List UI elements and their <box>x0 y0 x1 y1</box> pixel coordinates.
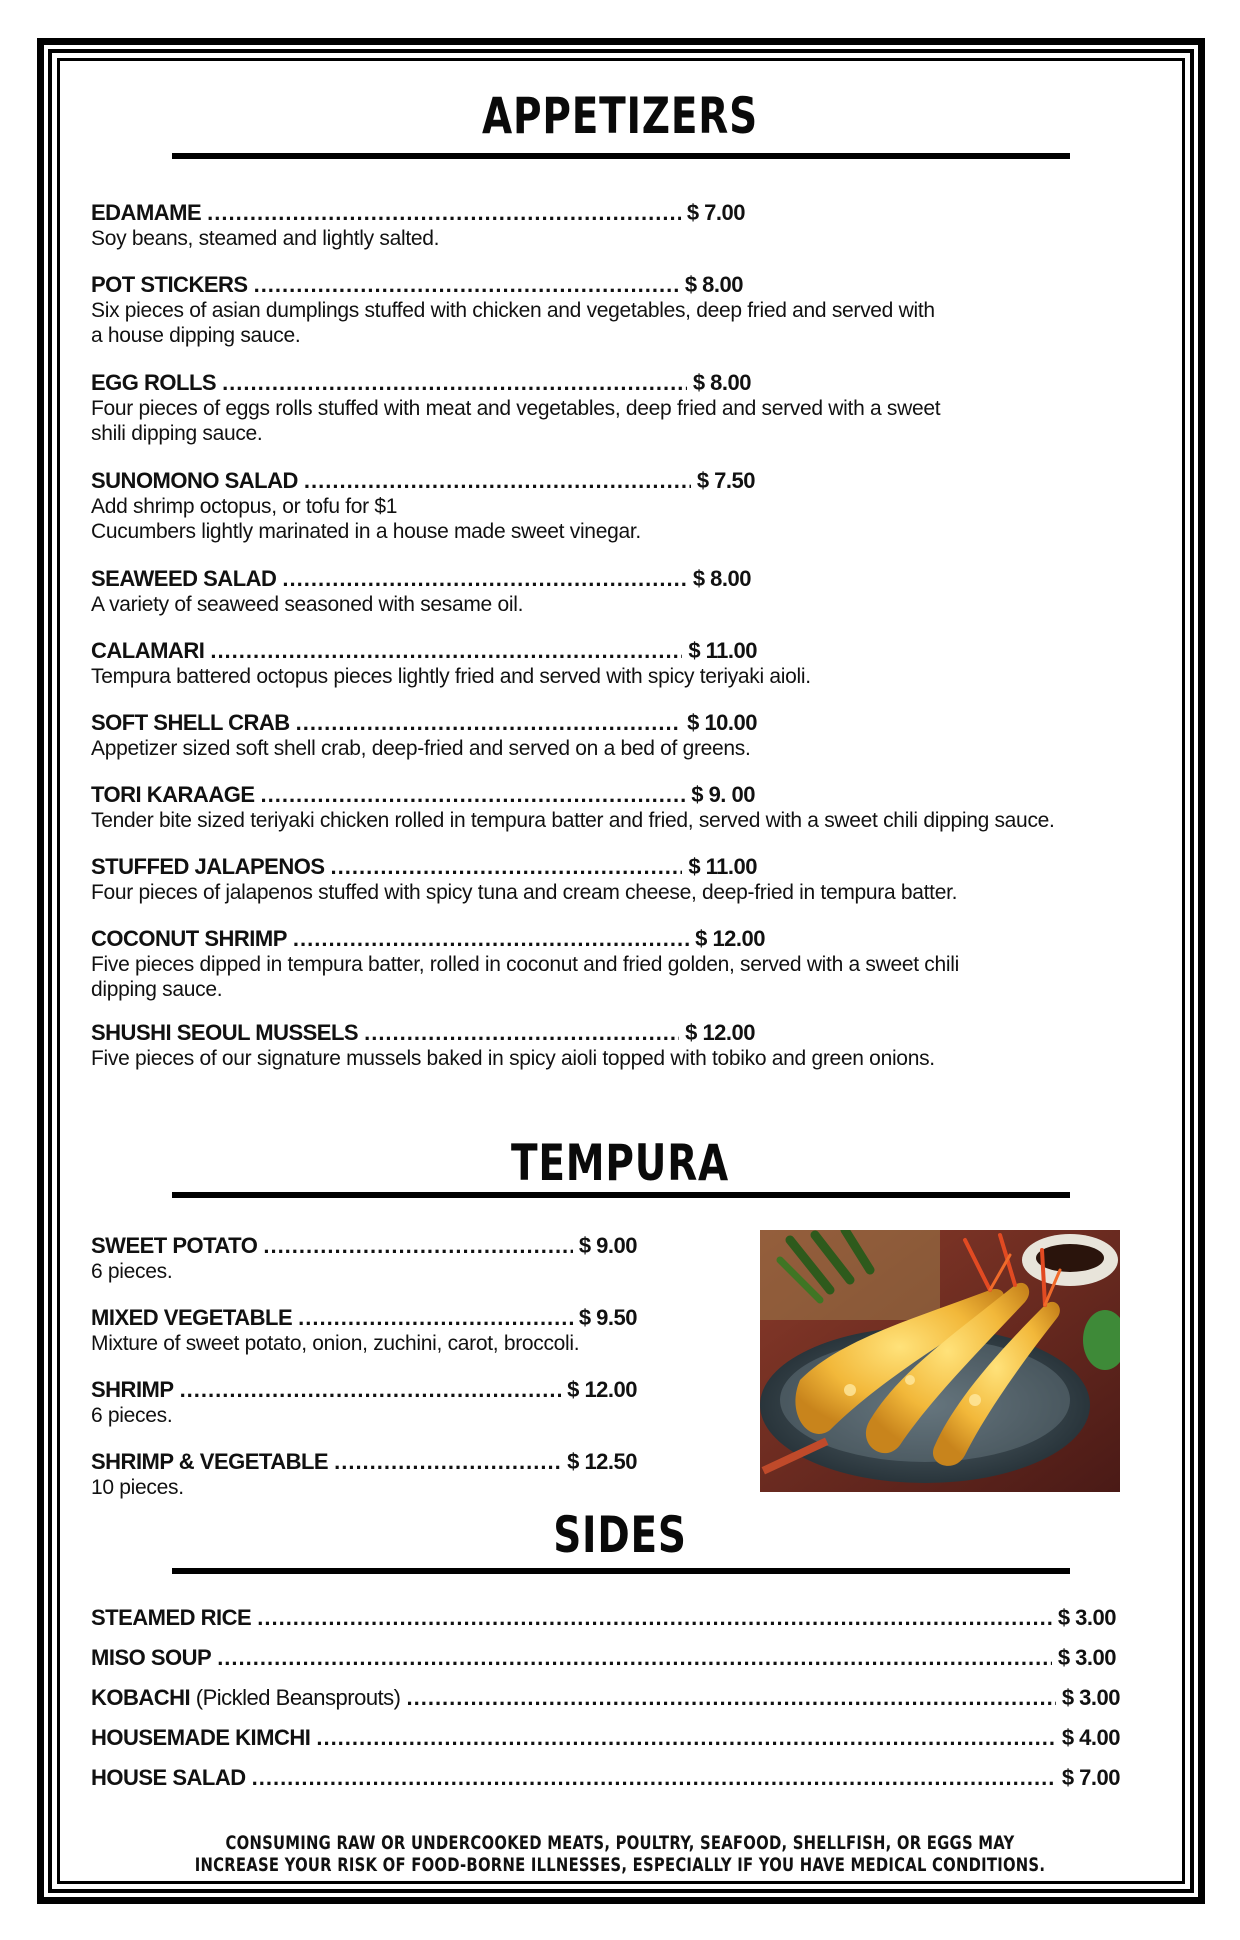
item-header <box>91 1020 755 1046</box>
tempura-item <box>91 1233 637 1284</box>
item-header <box>91 782 755 808</box>
tempura-item <box>91 1305 637 1356</box>
item-header <box>91 854 757 880</box>
sides-item <box>91 1765 1120 1791</box>
item-description: Tempura battered octopus pieces lightly fried and served with spicy teriyaki aioli. <box>91 665 811 688</box>
dot-leader <box>407 1685 1056 1711</box>
item-price: $ 4.00 <box>1061 1725 1120 1750</box>
item-name: SWEET POTATO <box>91 1233 258 1258</box>
sides-rule <box>172 1568 1070 1574</box>
sides-item <box>91 1605 1116 1631</box>
dot-leader <box>316 1725 1055 1751</box>
item-header <box>91 1605 1116 1631</box>
tempura-item <box>91 1377 637 1428</box>
item-name: SHRIMP <box>91 1377 174 1402</box>
appetizers-item <box>91 782 1055 833</box>
item-price: $ 11.00 <box>688 854 757 879</box>
dot-leader <box>331 854 683 880</box>
item-header <box>91 1305 637 1331</box>
item-name: SOFT SHELL CRAB <box>91 710 290 735</box>
item-description: Cucumbers lightly marinated in a house made sweet vinegar. <box>91 520 641 543</box>
dot-leader <box>364 1020 679 1046</box>
dot-leader <box>263 1233 572 1259</box>
item-description: Soy beans, steamed and lightly salted. <box>91 227 440 250</box>
tempura-rule <box>172 1192 1070 1198</box>
item-header <box>91 1449 637 1475</box>
item-description: dipping sauce. <box>91 978 223 1001</box>
appetizers-item <box>91 468 755 544</box>
item-header <box>91 1765 1120 1791</box>
item-name: SHRIMP & VEGETABLE <box>91 1449 329 1474</box>
appetizers-item <box>91 566 751 617</box>
item-name: CALAMARI <box>91 638 205 663</box>
item-name: COCONUT SHRIMP <box>91 926 287 951</box>
item-header <box>91 1685 1120 1711</box>
item-price: $ 7.00 <box>1061 1765 1120 1790</box>
item-description: Four pieces of jalapenos stuffed with spicy tuna and cream cheese, deep-fried in tempura batter. <box>91 881 958 904</box>
item-price: $ 8.00 <box>692 370 751 395</box>
dot-leader <box>257 1605 1052 1631</box>
item-name: SHUSHI SEOUL MUSSELS <box>91 1020 359 1045</box>
item-name: POT STICKERS <box>91 272 248 297</box>
item-header <box>91 1233 637 1259</box>
item-name: MISO SOUP <box>91 1645 212 1670</box>
item-price: $ 12.00 <box>685 1020 755 1045</box>
item-name: SUNOMONO SALAD <box>91 468 298 493</box>
item-price: $ 7.00 <box>686 200 745 225</box>
item-header <box>91 710 757 736</box>
tempura-heading: TEMPURA <box>511 1134 729 1192</box>
health-warning-line-1: CONSUMING RAW OR UNDERCOOKED MEATS, POULTRY, SEAFOOD, SHELLFISH, OR EGGS MAY <box>225 1832 1015 1854</box>
dot-leader <box>298 1305 573 1331</box>
item-name: STEAMED RICE <box>91 1605 252 1630</box>
item-price: $ 11.00 <box>688 638 757 663</box>
dot-leader <box>254 272 679 298</box>
dot-leader <box>334 1449 561 1475</box>
item-price: $ 9.50 <box>578 1305 637 1330</box>
item-name: EGG ROLLS <box>91 370 217 395</box>
sides-heading: SIDES <box>553 1506 687 1564</box>
item-price: $ 7.50 <box>696 468 755 493</box>
item-description: 10 pieces. <box>91 1476 184 1499</box>
sides-item <box>91 1685 1120 1711</box>
item-header <box>91 370 751 396</box>
dot-leader <box>304 468 691 494</box>
item-header <box>91 1377 637 1403</box>
item-description: A variety of seaweed seasoned with sesame oil. <box>91 593 524 616</box>
item-name: EDAMAME <box>91 200 202 225</box>
item-price: $ 8.00 <box>692 566 751 591</box>
appetizers-item <box>91 710 757 761</box>
appetizers-item <box>91 200 745 251</box>
item-description: Mixture of sweet potato, onion, zuchini, carot, broccoli. <box>91 1332 580 1355</box>
health-warning-line-2: INCREASE YOUR RISK OF FOOD-BORNE ILLNESSES, ESPECIALLY IF YOU HAVE MEDICAL CONDITIONS. <box>194 1854 1046 1876</box>
item-price: $ 12.00 <box>695 926 765 951</box>
item-header <box>91 272 743 298</box>
item-price: $ 3.00 <box>1057 1605 1116 1630</box>
dot-leader <box>180 1377 562 1403</box>
appetizers-item <box>91 926 959 1002</box>
dot-leader <box>217 1645 1052 1671</box>
item-name-note: (Pickled Beansprouts) <box>190 1685 401 1710</box>
health-warning <box>136 1832 1103 1876</box>
item-price: $ 9. 00 <box>691 782 755 807</box>
appetizers-item <box>91 1020 935 1071</box>
appetizers-item <box>91 370 940 446</box>
appetizers-item <box>91 272 935 348</box>
appetizers-rule <box>172 153 1070 159</box>
item-description: Six pieces of asian dumplings stuffed with chicken and vegetables, deep fried and served with <box>91 299 935 322</box>
dot-leader <box>210 638 682 664</box>
appetizers-heading: APPETIZERS <box>482 87 758 145</box>
item-description: Tender bite sized teriyaki chicken rolled in tempura batter and fried, served with a sweet chili dipping sauce. <box>91 809 1055 832</box>
item-description: 6 pieces. <box>91 1404 173 1427</box>
item-header <box>91 1725 1120 1751</box>
item-description: a house dipping sauce. <box>91 324 301 347</box>
item-name: STUFFED JALAPENOS <box>91 854 325 879</box>
dot-leader <box>293 926 689 952</box>
item-description: 6 pieces. <box>91 1260 173 1283</box>
item-description: shili dipping sauce. <box>91 422 263 445</box>
item-name: HOUSE SALAD <box>91 1765 246 1790</box>
item-description: Five pieces of our signature mussels baked in spicy aioli topped with tobiko and green onions. <box>91 1047 935 1070</box>
dot-leader <box>282 566 686 592</box>
item-header <box>91 566 751 592</box>
dot-leader <box>296 710 681 736</box>
item-price: $ 8.00 <box>684 272 743 297</box>
item-name: KOBACHI (Pickled Beansprouts) <box>91 1685 401 1710</box>
sides-item <box>91 1725 1120 1751</box>
dot-leader <box>261 782 686 808</box>
item-description: Four pieces of eggs rolls stuffed with meat and vegetables, deep fried and served with a sweet <box>91 397 941 420</box>
item-price: $ 3.00 <box>1057 1645 1116 1670</box>
tempura-item <box>91 1449 637 1500</box>
shrimp-tempura-illustration <box>760 1230 1120 1492</box>
item-description: Five pieces dipped in tempura batter, rolled in coconut and fried golden, served with a sweet chili <box>91 953 959 976</box>
sides-item <box>91 1645 1116 1671</box>
item-name: SEAWEED SALAD <box>91 566 277 591</box>
dot-leader <box>222 370 687 396</box>
item-price: $ 10.00 <box>687 710 757 735</box>
item-name: MIXED VEGETABLE <box>91 1305 293 1330</box>
item-header <box>91 1645 1116 1671</box>
item-name: HOUSEMADE KIMCHI <box>91 1725 311 1750</box>
item-name: TORI KARAAGE <box>91 782 255 807</box>
item-price: $ 12.50 <box>567 1449 637 1474</box>
dot-leader <box>207 200 681 226</box>
item-description: Add shrimp octopus, or tofu for $1 <box>91 495 398 518</box>
item-price: $ 12.00 <box>567 1377 637 1402</box>
appetizers-item <box>91 854 957 905</box>
tempura-photo <box>760 1230 1120 1492</box>
item-header <box>91 926 765 952</box>
item-price: $ 3.00 <box>1061 1685 1120 1710</box>
item-price: $ 9.00 <box>578 1233 637 1258</box>
item-header <box>91 638 757 664</box>
item-description: Appetizer sized soft shell crab, deep-fried and served on a bed of greens. <box>91 737 751 760</box>
appetizers-item <box>91 638 811 689</box>
item-header <box>91 468 755 494</box>
item-header <box>91 200 745 226</box>
dot-leader <box>252 1765 1056 1791</box>
